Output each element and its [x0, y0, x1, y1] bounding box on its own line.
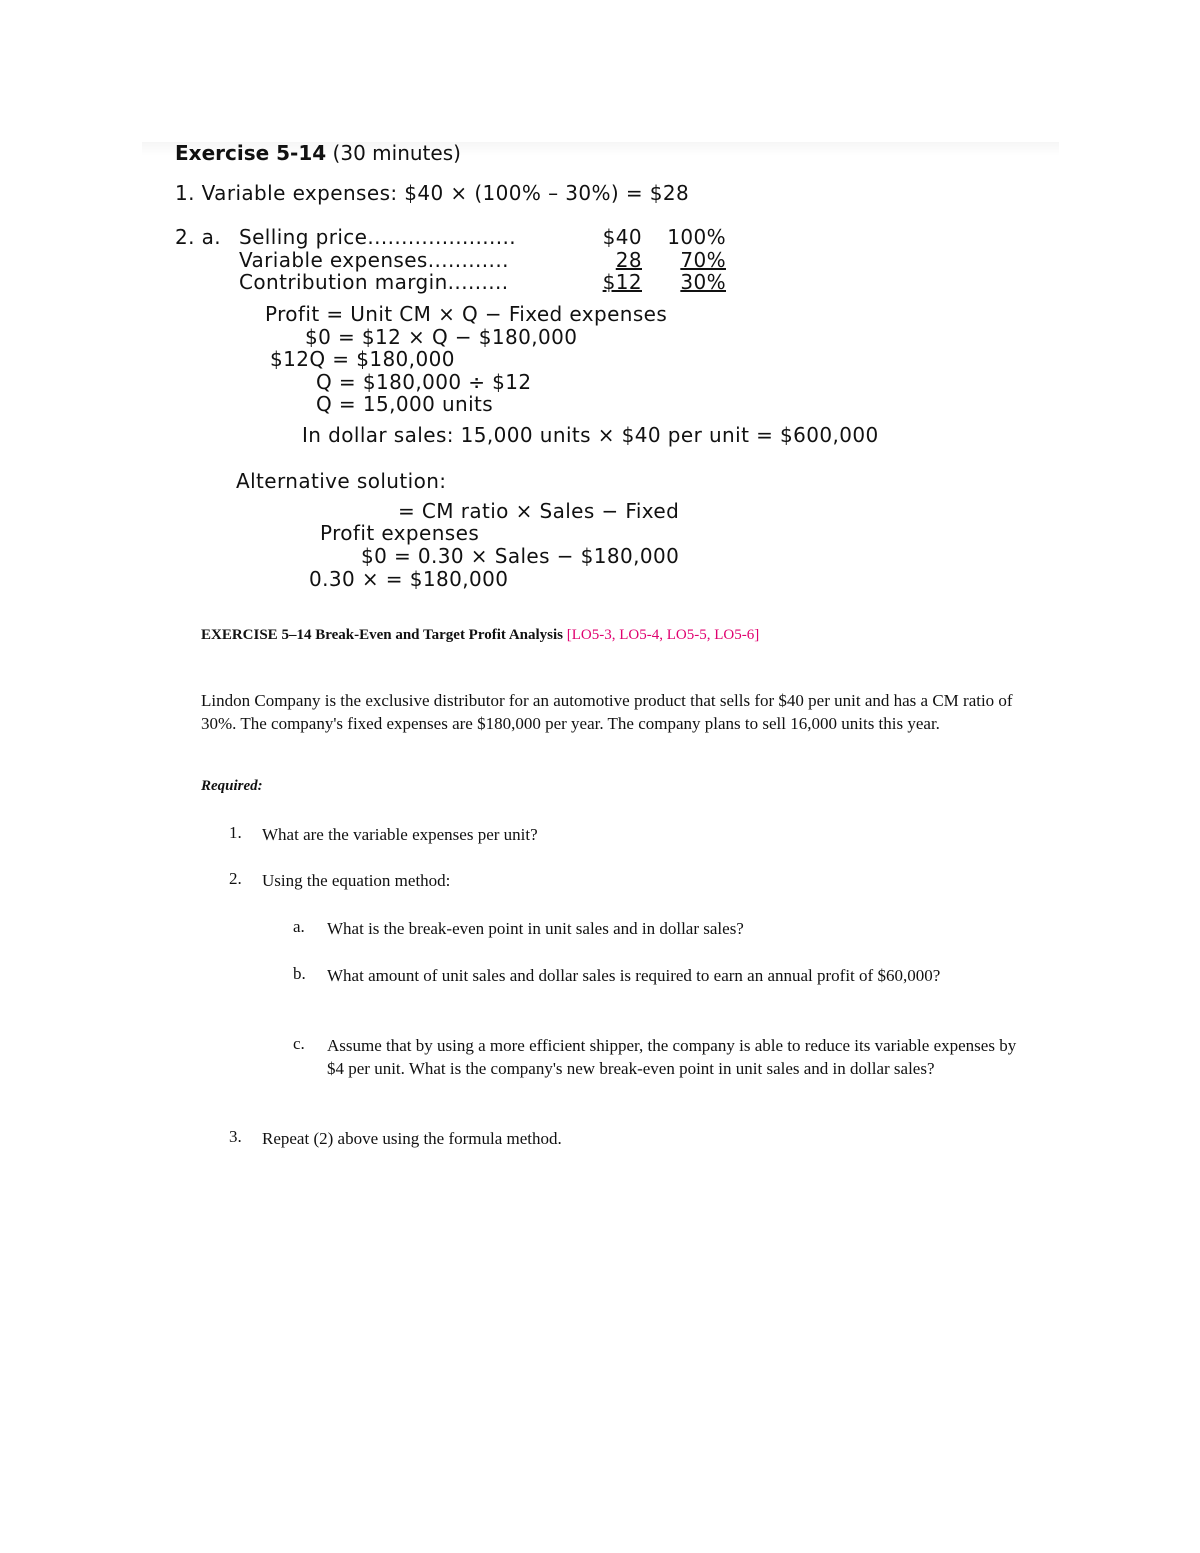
alt-line-3: $0 = 0.30 × Sales − $180,000 [361, 544, 680, 568]
row-selling-price-amount: $40 [602, 225, 642, 249]
row-selling-price-label: Selling price...................... [239, 225, 517, 249]
problem-heading-text: EXERCISE 5–14 Break-Even and Target Profit Analysis [201, 627, 563, 643]
question-2a-text: What is the break-even point in unit sales and in dollar sales? [327, 919, 744, 938]
question-3-text: Repeat (2) above using the formula method. [262, 1129, 562, 1148]
question-2b-letter: b. [293, 964, 306, 983]
solution-title-bold: Exercise 5-14 [175, 141, 327, 165]
question-1-text: What are the variable expenses per unit? [262, 825, 538, 844]
solution-panel [142, 142, 1059, 602]
table-prefix: 2. a. [175, 225, 222, 249]
equation-line-2: $0 = $12 × Q − $180,000 [305, 325, 578, 349]
question-2-number: 2. [229, 869, 242, 888]
problem-heading [201, 627, 759, 644]
solution-line-1: 1. Variable expenses: $40 × (100% – 30%) = $28 [175, 181, 690, 205]
alt-line-4: 0.30 × = $180,000 [309, 567, 509, 591]
equation-line-5: Q = 15,000 units [316, 392, 494, 416]
solution-title [175, 141, 461, 165]
question-2b-text: What amount of unit sales and dollar sales is required to earn an annual profit of $60,000? [327, 966, 941, 985]
solution-title-rest: (30 minutes) [326, 141, 461, 165]
alt-solution-heading: Alternative solution: [236, 469, 447, 493]
required-label: Required: [201, 778, 263, 794]
equation-line-3: $12Q = $180,000 [270, 347, 455, 371]
equation-line-4: Q = $180,000 ÷ $12 [316, 370, 532, 394]
row-contribution-margin-percent: 30% [680, 270, 726, 294]
row-contribution-margin-label: Contribution margin......... [239, 270, 509, 294]
row-selling-price-percent: 100% [667, 225, 726, 249]
dollar-sales-line: In dollar sales: 15,000 units × $40 per unit = $600,000 [302, 423, 879, 447]
question-2c-text: Assume that by using a more efficient shipper, the company is able to reduce its variable expenses by $4 per unit. What is the company's new break-even point in unit sales and in dollar sales? [327, 1036, 1017, 1078]
question-2-text: Using the equation method: [262, 871, 451, 890]
alt-line-1: = CM ratio × Sales − Fixed [398, 499, 680, 523]
row-variable-expenses-label: Variable expenses............ [239, 248, 509, 272]
question-3-number: 3. [229, 1127, 242, 1146]
question-2a-letter: a. [293, 917, 305, 936]
row-variable-expenses-amount: 28 [615, 248, 642, 272]
question-2c-letter: c. [293, 1034, 305, 1053]
learning-objectives-ref: [LO5-3, LO5-4, LO5-5, LO5-6] [566, 627, 760, 643]
alt-line-2: Profit expenses [320, 521, 480, 545]
problem-paragraph: Lindon Company is the exclusive distributor for an automotive product that sells for $40 per unit and has a CM ratio of 30%. The company's fixed expenses are $180,000 per year. The company plans to sell 16,000 units this year. [201, 691, 1013, 733]
equation-line-1: Profit = Unit CM × Q − Fixed expenses [265, 302, 668, 326]
question-1-number: 1. [229, 823, 242, 842]
row-contribution-margin-amount: $12 [602, 270, 642, 294]
row-variable-expenses-percent: 70% [680, 248, 726, 272]
